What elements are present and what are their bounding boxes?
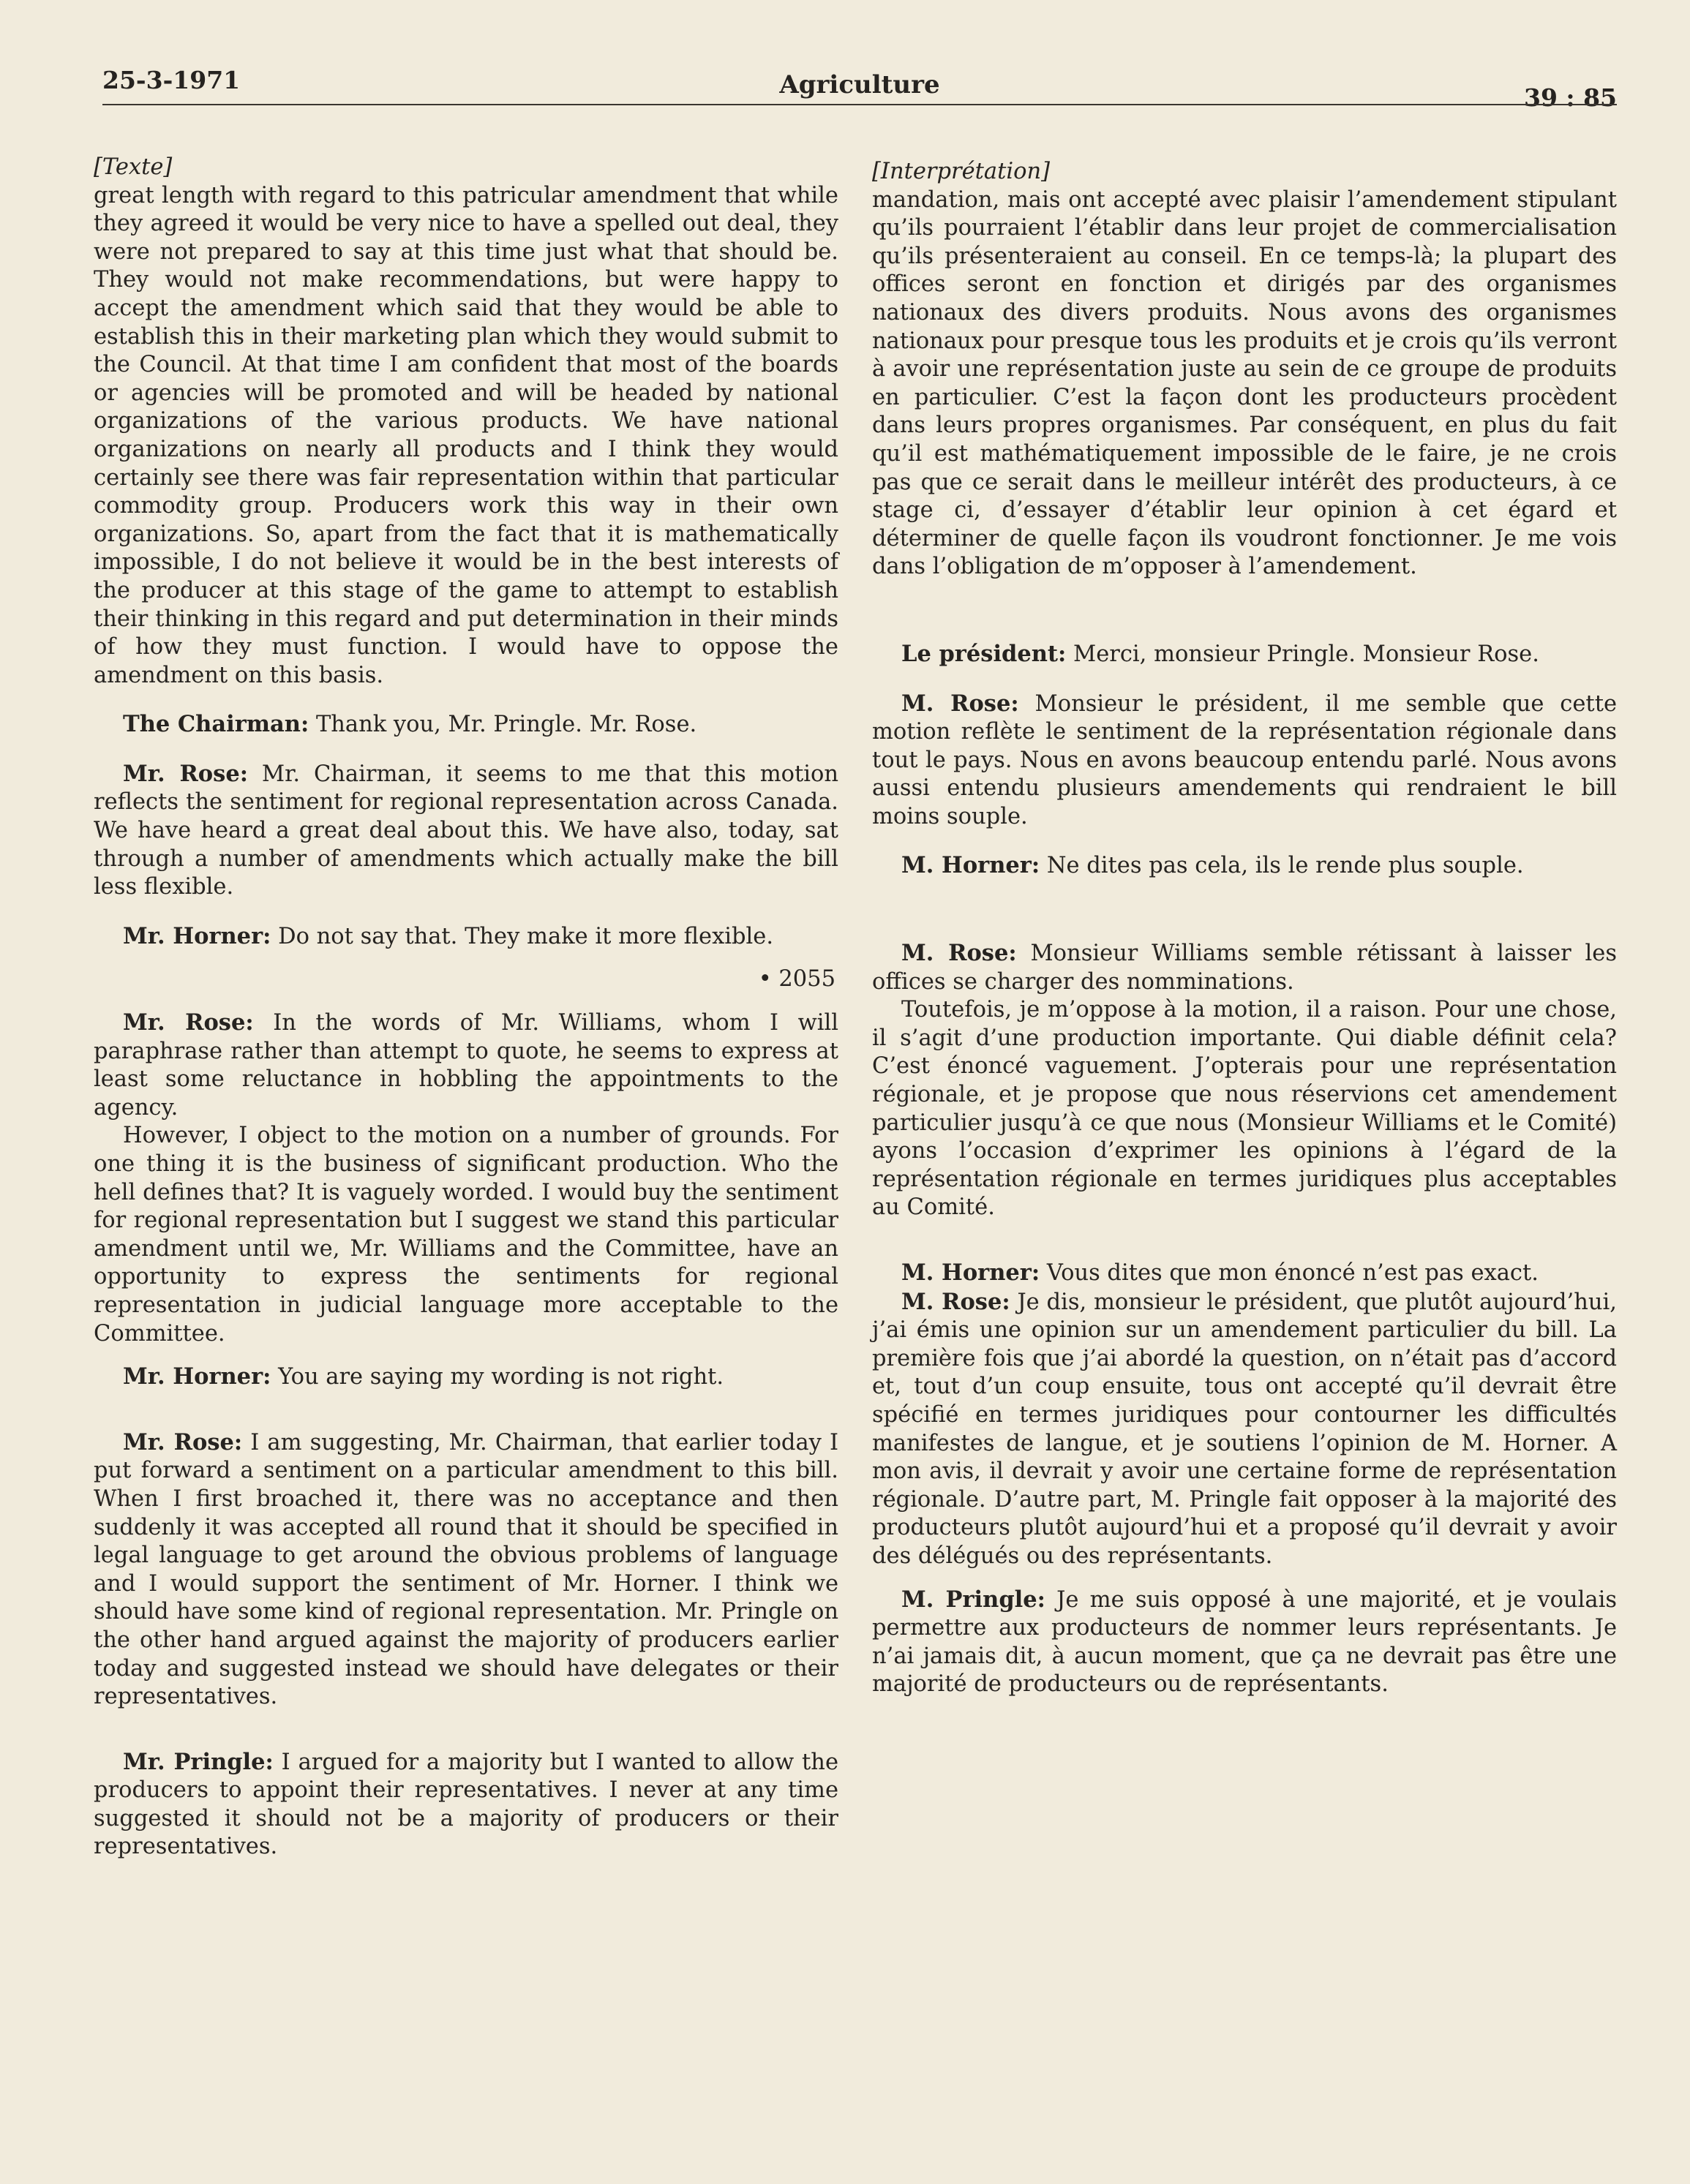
speech-paragraph	[872, 640, 1617, 669]
speech-text: Thank you, Mr. Pringle. Mr. Rose.	[315, 712, 697, 738]
speaker-name: M. Pringle:	[901, 1586, 1045, 1613]
speech-text: In the words of Mr. Williams, whom I will paraphrase rather than attempt to quote, he seems to express at least some reluctance in hobbling the appointments to the agency.	[94, 1010, 839, 1121]
speech-text: You are saying my wording is not right.	[278, 1364, 724, 1390]
speech-text: Merci, monsieur Pringle. Monsieur Rose.	[1073, 641, 1539, 667]
speech-paragraph	[94, 760, 838, 902]
speaker-name: Mr. Rose:	[123, 1009, 254, 1036]
speech-paragraph	[94, 1428, 838, 1712]
paragraph: Toutefois, je m’oppose à la motion, il a raison. Pour une chose, il s’agit d’une production importante. Qui diable définit cela? C’est énoncé vaguement. J’opterais pour une représentation régionale, et je propose que nous réservions cet amendement particulier jusqu’à ce que nous (Monsieur Williams et le Comité) ayons l’occasion d’exprimer les opinions à l’égard de la représentation régionale en termes juridiques plus acceptables au Comité.	[872, 997, 1617, 1221]
speech-text: Mr. Chairman, it seems to me that this motion reflects the sentiment for regional representation across Canada. We have heard a great deal about this. We have also, today, sat through a number of amendments which actually make the bill less flexible.	[94, 761, 839, 900]
speech-paragraph	[872, 939, 1617, 996]
language-label: [Interprétation]	[872, 159, 1050, 184]
paragraph: However, I object to the motion on a number of grounds. For one thing it is the business of significant production. Who the hell defines that? It is vaguely worded. I would buy the sentiment for regional representation but I suggest we stand this particular amendment until we, Mr. Williams and the Committee, have an opportunity to express the sentiments for regional representation in judicial language more acceptable to the Committee.	[94, 1123, 838, 1347]
speech-text: Monsieur le président, il me semble que cette motion reflète le sentiment de la représentation régionale dans tout le pays. Nous en avons beaucoup entendu parlé. Nous avons aussi entendu plusieurs amendements qui rendraient le bill moins souple.	[872, 690, 1617, 829]
speech-paragraph	[94, 922, 838, 952]
english-column	[94, 154, 838, 1861]
speech-text: Je dis, monsieur le président, que plutôt aujourd’hui, j’ai émis une opinion sur un amendement particulier du bill. La première fois que j’ai abordé la question, on n’était pas d’accord et, tout d’un coup ensuite, tous ont accepté qu’il devrait être spécifié en termes juridiques pour contourner les difficultés manifestes de langue, et je soutiens l’opinion de M. Horner. A mon avis, il devrait y avoir une certaine forme de représentation régionale. D’autre part, M. Pringle fait opposer à la majorité des producteurs plutôt aujourd’hui et a proposé qu’il devrait y avoir des délégués ou des représentants.	[872, 1289, 1617, 1569]
paragraph: great length with regard to this patricular amendment that while they agreed it would be very nice to have a spelled out deal, they were not prepared to say at this time just what that should be. They would not make recommendations, but were happy to accept the amendment which said that they would be able to establish this in their marketing plan which they would submit to the Council. At that time I am confident that most of the boards or agencies will be promoted and will be headed by national organizations of the various products. We have national organizations on nearly all products and I think they would certainly see there was fair representation within that particular commodity group. Producers work this way in their own organizations. So, apart from the fact that it is mathematically impossible, I do not believe it would be in the best interests of the producer at this stage of the game to attempt to establish their thinking in this regard and put determination in their minds of how they must function. I would have to oppose the amendment on this basis.	[94, 182, 838, 688]
header-rule	[102, 104, 1617, 105]
french-column	[872, 158, 1617, 1699]
language-label: [Texte]	[94, 154, 173, 180]
speaker-name: M. Horner:	[901, 852, 1040, 879]
section-title: Agriculture	[779, 70, 940, 99]
speech-paragraph	[94, 1748, 838, 1861]
speaker-name: Mr. Horner:	[123, 922, 271, 949]
page-date: 25-3-1971	[102, 66, 241, 94]
page-header	[102, 63, 1617, 116]
speech-paragraph	[94, 1009, 838, 1122]
speech-text: Monsieur Williams semble rétissant à laisser les offices se charger des nomminations.	[872, 941, 1617, 995]
speaker-name: Mr. Rose:	[123, 760, 248, 787]
speaker-name: The Chairman:	[123, 711, 309, 738]
time-marker: • 2055	[758, 966, 835, 993]
speaker-name: Mr. Rose:	[123, 1428, 243, 1456]
speaker-name: Le président:	[901, 640, 1067, 667]
speaker-name: Mr. Pringle:	[123, 1748, 274, 1775]
speech-paragraph	[872, 1586, 1617, 1699]
speech-paragraph	[872, 851, 1617, 881]
speaker-name: M. Horner:	[901, 1259, 1040, 1286]
speech-text: Vous dites que mon énoncé n’est pas exact.	[1046, 1260, 1539, 1286]
speech-paragraph	[94, 710, 838, 739]
speech-text: I argued for a majority but I wanted to allow the producers to appoint their representatives. I never at any time suggested it should not be a majority of producers or their representatives.	[94, 1749, 838, 1860]
page-number: 39 : 85	[1523, 83, 1617, 112]
speech-text: I am suggesting, Mr. Chairman, that earlier today I put forward a sentiment on a particular amendment to this bill. When I first broached it, there was no acceptance and then suddenly it was accepted all round that it should be specified in legal language to get around the obvious problems of language and I would support the sentiment of Mr. Horner. I think we should have some kind of regional representation. Mr. Pringle on the other hand argued against the majority of producers earlier today and suggested instead we should have delegates or their representatives.	[94, 1429, 838, 1710]
speech-paragraph	[94, 1363, 838, 1392]
speaker-name: M. Rose:	[901, 1288, 1010, 1315]
speech-paragraph	[872, 690, 1617, 832]
paragraph: mandation, mais ont accepté avec plaisir l’amendement stipulant qu’ils pourraient l’établir dans leur projet de commercialisation qu’ils présenteraient au conseil. En ce temps-là; la plupart des offices seront en fonction et dirigés par des organismes nationaux des divers produits. Nous avons des organismes nationaux pour presque tous les produits et je crois qu’ils verront à avoir une représentation juste au sein de ce groupe de produits en particulier. C’est la façon dont les producteurs procèdent dans leurs propres organismes. Par conséquent, en plus du fait qu’il est mathématiquement impossible de le faire, je ne crois pas que ce serait dans le meilleur intérêt des producteurs, à ce stage ci, d’essayer d’établir leur opinion à cet égard et déterminer de quelle façon ils voudront fonctionner. Je me vois dans l’obligation de m’opposer à l’amendement.	[872, 187, 1617, 580]
speaker-name: Mr. Horner:	[123, 1363, 271, 1390]
speech-text: Ne dites pas cela, ils le rende plus souple.	[1046, 853, 1524, 879]
speech-text: Je me suis opposé à une majorité, et je voulais permettre aux producteurs de nommer leurs représentants. Je n’ai jamais dit, à aucun moment, que ça ne devrait pas être une majorité de producteurs ou de représentants.	[872, 1586, 1617, 1698]
speech-paragraph	[872, 1259, 1617, 1288]
speaker-name: M. Rose:	[901, 940, 1017, 967]
speech-paragraph	[872, 1288, 1617, 1571]
speech-text: Do not say that. They make it more flexible.	[278, 923, 774, 949]
speaker-name: M. Rose:	[901, 690, 1019, 717]
